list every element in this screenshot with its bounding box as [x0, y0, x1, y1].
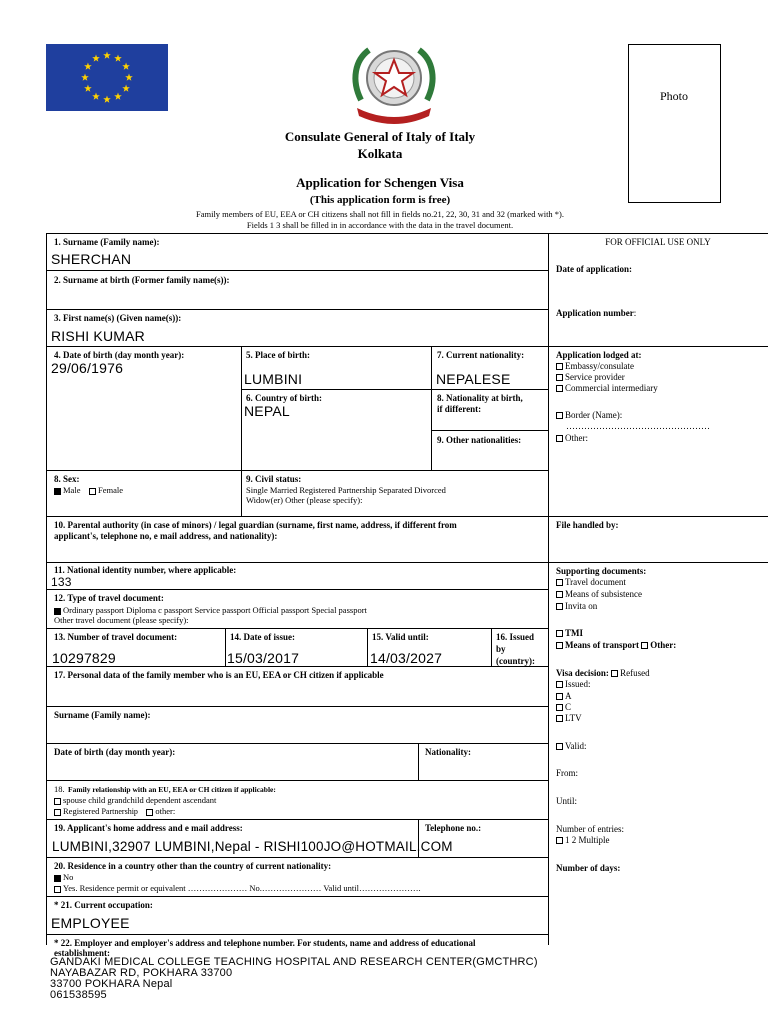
f6-label: 6. Country of birth: [246, 393, 322, 403]
nationality-field[interactable]: NEPALESE [436, 371, 511, 387]
relationship-options-text: spouse child grandchild dependent ascendant [63, 795, 217, 805]
f22-label-2: establishment: [54, 948, 110, 958]
f17-label: 17. Personal data of the family member who is an EU, EEA or CH citizen if applicable [54, 670, 384, 680]
invitation-option: Invita on [565, 601, 598, 611]
file-handled-by-label: File handled by: [556, 520, 619, 530]
entries-label: Number of entries: [556, 824, 624, 834]
place-of-birth-field[interactable]: LUMBINI [244, 371, 303, 387]
f14-label: 14. Date of issue: [230, 632, 295, 642]
lodged-at-label: Application lodged at: [556, 350, 642, 360]
civil-status-options-2[interactable]: Widow(er) Other (please specify): [246, 495, 363, 505]
f16-label-1: 16. Issued [496, 632, 535, 642]
sex-options [54, 485, 123, 495]
visa-a-option: A [565, 691, 572, 701]
residence-yes-option[interactable] [54, 883, 421, 893]
service-provider-option: Service provider [565, 372, 625, 382]
entries-options: 1 2 Multiple [565, 835, 610, 845]
embassy-option: Embassy/consulate [565, 361, 634, 371]
f2-label: 2. Surname at birth (Former family name(s)): [54, 275, 230, 285]
f17-nationality-label: Nationality: [425, 747, 471, 757]
until-label: Until: [556, 796, 578, 806]
consulate-city: Kolkata [357, 146, 403, 161]
border-dots: ………………………………………… [566, 421, 710, 431]
f11-label: 11. National identity number, where applicable: [54, 565, 237, 575]
occupation-field[interactable]: EMPLOYEE [51, 915, 130, 931]
employer-line-4[interactable]: 061538595 [50, 989, 107, 1001]
f5-label: 5. Place of birth: [246, 350, 310, 360]
border-option: Border (Name): [565, 410, 623, 420]
sex-male-label: Male [63, 485, 81, 495]
registered-checkbox[interactable] [54, 809, 61, 816]
employer-line-1[interactable]: GANDAKI MEDICAL COLLEGE TEACHING HOSPITAL AND RESEARCH CENTER(GMCTHRC) [50, 956, 538, 968]
f19-label: 19. Applicant's home address and e mail address: [54, 823, 243, 833]
travel-doc-number-field[interactable]: 10297829 [52, 650, 116, 666]
page-title: Application for Schengen Visa [296, 175, 464, 190]
travel-doc-options-text: Ordinary passport Diploma c passport Service passport Official passport Special passport [63, 605, 367, 615]
date-of-application-label: Date of application: [556, 264, 632, 274]
relationship-options[interactable] [54, 795, 216, 805]
f1-label: 1. Surname (Family name): [54, 237, 160, 247]
residence-no-checkbox[interactable] [54, 875, 61, 882]
emblem-ribbon-text: REPUBBLICA ITALIANA [366, 109, 422, 114]
f3-label: 3. First name(s) (Given name(s)): [54, 313, 182, 323]
f22-label-1: * 22. Employer and employer's address and telephone number. For students, name and address of educational [54, 938, 476, 948]
sex-female-label: Female [97, 485, 123, 495]
valid-until-field[interactable]: 14/03/2027 [370, 650, 443, 666]
residence-no-label: No [63, 872, 74, 882]
supporting-documents-label: Supporting documents: [556, 566, 647, 576]
refused-option: Refused [620, 668, 650, 678]
f9-label: 9. Other nationalities: [437, 435, 522, 445]
civil-status-label: 9. Civil status: [246, 474, 302, 484]
visa-ltv-option: LTV [565, 713, 582, 723]
f4-label: 4. Date of birth (day month year): [54, 350, 185, 360]
f18-number: 18. [54, 784, 65, 794]
issued-option: Issued: [565, 679, 591, 689]
country-of-birth-field[interactable]: NEPAL [244, 403, 290, 419]
registered-label: Registered [63, 806, 100, 816]
f16-label-3: (country): [496, 656, 535, 666]
f17-surname-label: Surname (Family name): [54, 710, 151, 720]
employer-line-3[interactable]: 33700 POKHARA Nepal [50, 978, 173, 990]
photo-box [628, 44, 721, 203]
note-fields: Fields 1 3 shall be filled in in accordance with the data in the travel document. [246, 220, 514, 230]
f8-label-1: 8. Nationality at birth, [437, 393, 523, 403]
female-checkbox[interactable] [89, 488, 96, 495]
first-name-field[interactable]: RISHI KUMAR [51, 328, 145, 344]
f10-label-1: 10. Parental authority (in case of minors) / legal guardian (surname, first name, address, if different from [54, 520, 457, 530]
other-travel-doc: Other travel document (please specify): [54, 615, 189, 625]
f21-label: * 21. Current occupation: [54, 900, 153, 910]
consulate-name: Consulate General of Italy of Italy [284, 129, 476, 144]
other-relationship-checkbox[interactable] [146, 809, 153, 816]
residence-no-option[interactable] [54, 872, 73, 882]
other-doc-option: Other: [650, 640, 677, 650]
date-of-issue-field[interactable]: 15/03/2017 [227, 650, 300, 666]
residence-yes-label: Yes. Residence permit or equivalent ………………… No.………………… Valid until…………………. [63, 883, 421, 893]
application-number-label: Application number [556, 308, 634, 318]
residence-yes-checkbox[interactable] [54, 886, 61, 893]
subsistence-option: Means of subsistence [565, 589, 642, 599]
official-use-header: FOR OFFICIAL USE ONLY [605, 237, 711, 247]
sex-label: 8. Sex: [54, 474, 80, 484]
note-family-members: Family members of EU, EEA or CH citizens shall not fill in fields no.21, 22, 30, 31 and 32 (marked with *). [195, 209, 565, 219]
telephone-label: Telephone no.: [425, 823, 482, 833]
travel-document-option: Travel document [565, 577, 626, 587]
visa-decision-label: Visa decision: [556, 668, 609, 678]
ordinary-passport-checkbox[interactable] [54, 608, 61, 615]
days-label: Number of days: [556, 863, 621, 873]
dob-field[interactable]: 29/06/1976 [51, 360, 124, 376]
male-checkbox[interactable] [54, 488, 61, 495]
eu-flag-icon [46, 44, 168, 111]
travel-doc-options[interactable] [54, 605, 367, 615]
f18-label: Family relationship with an EU, EEA or CH citizen if applicable: [68, 785, 276, 794]
other-lodged-option: Other: [565, 433, 588, 443]
surname-field[interactable]: SHERCHAN [51, 251, 132, 267]
means-of-transport-option: Means of transport [565, 640, 639, 650]
relationship-options-2[interactable] [54, 806, 175, 817]
page-subtitle: (This application form is free) [309, 194, 451, 206]
other-relationship-label: other: [155, 806, 176, 816]
employer-line-2[interactable]: NAYABAZAR RD, POKHARA 33700 [50, 967, 233, 979]
national-id-field[interactable]: 133 [51, 575, 72, 589]
f17-dob-label: Date of birth (day month year): [54, 747, 176, 757]
tmi-option: TMI [565, 628, 583, 638]
f15-label: 15. Valid until: [372, 632, 429, 642]
f16-label-2: by [496, 644, 506, 654]
f20-label: 20. Residence in a country other than the country of current nationality: [54, 861, 332, 871]
f13-label: 13. Number of travel document: [54, 632, 178, 642]
commercial-intermediary-option: Commercial intermediary [565, 383, 658, 393]
valid-label: Valid: [565, 741, 587, 751]
f12-label: 12. Type of travel document: [54, 593, 164, 603]
home-address-field[interactable]: LUMBINI,32907 LUMBINI,Nepal - RISHI100JO@HOTMAIL.COM [52, 839, 453, 854]
from-label: From: [556, 768, 579, 778]
f7-label: 7. Current nationality: [437, 350, 525, 360]
visa-c-option: C [565, 702, 572, 712]
civil-status-options[interactable]: Single Married Registered Partnership Separated Divorced [246, 485, 446, 495]
spouse-checkbox[interactable] [54, 798, 61, 805]
f10-label-2: applicant's, telephone no, e mail address, and nationality): [54, 531, 278, 541]
partnership-label: Partnership [101, 807, 138, 816]
photo-label: Photo [659, 89, 688, 103]
f8-label-2: if different: [437, 404, 482, 414]
